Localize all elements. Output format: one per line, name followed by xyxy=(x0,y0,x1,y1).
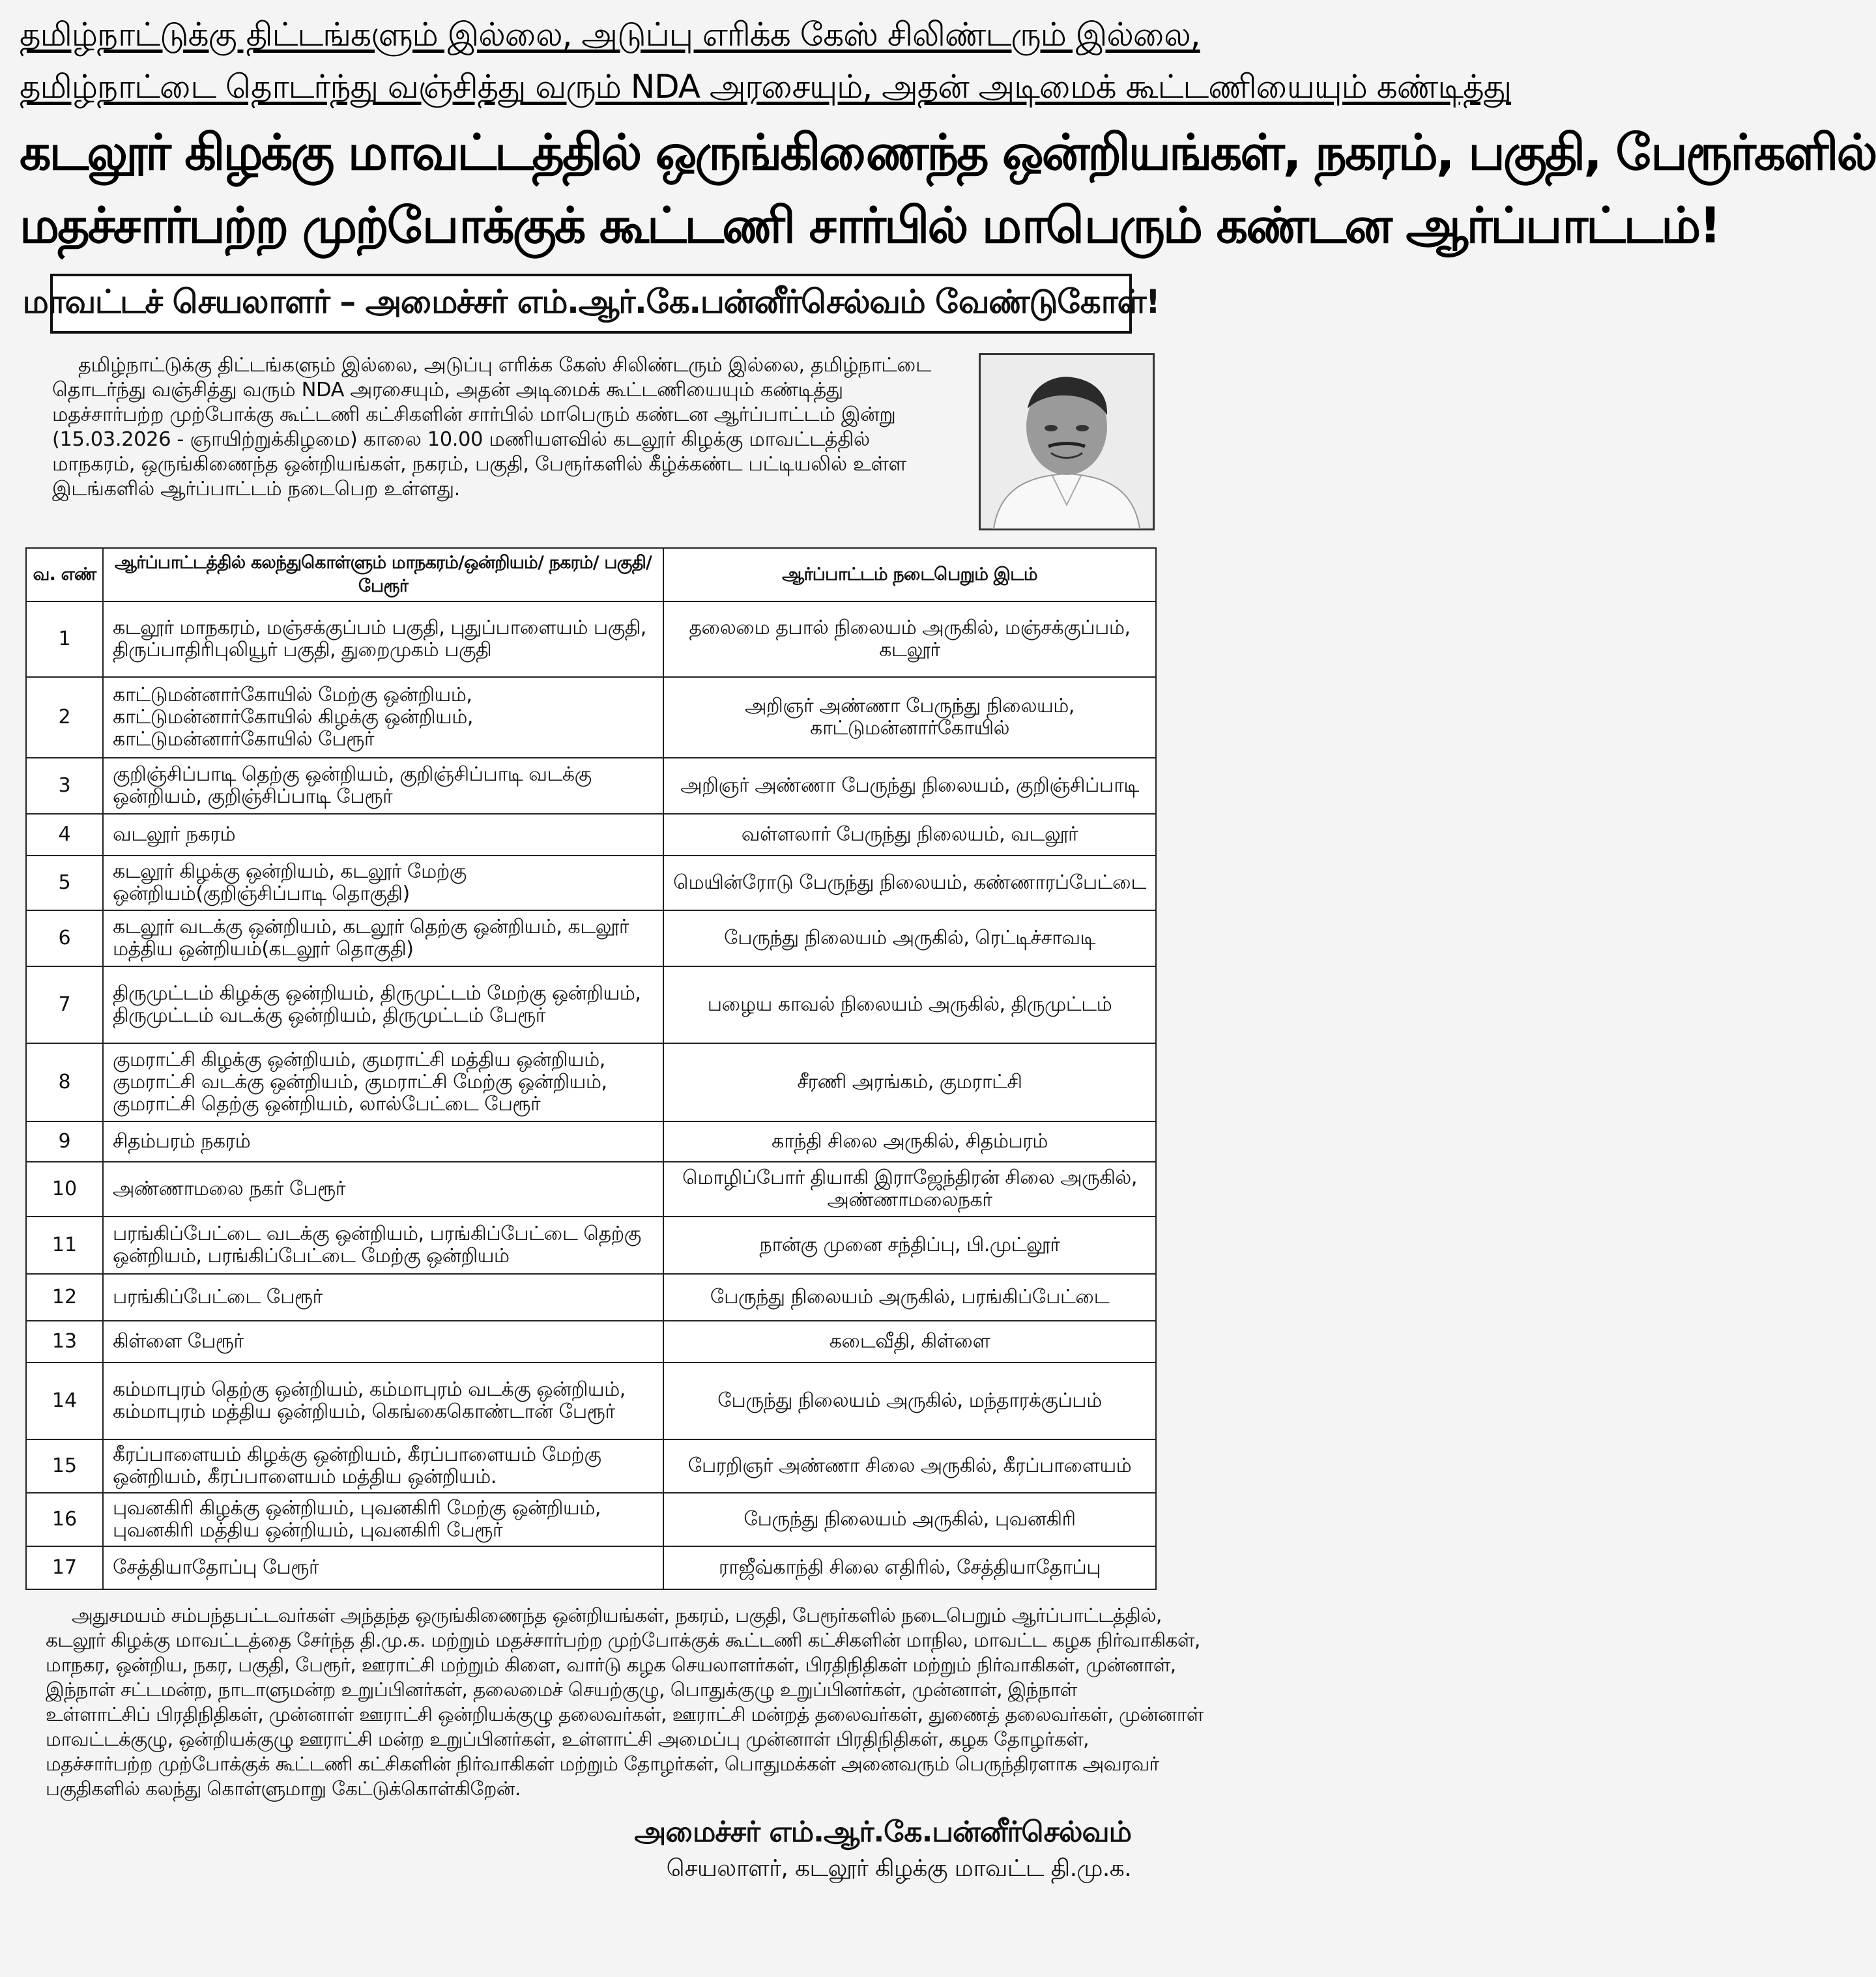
row-venue: பேருந்து நிலையம் அருகில், புவனகிரி xyxy=(663,1493,1156,1546)
row-serial: 9 xyxy=(26,1121,103,1162)
signature-block xyxy=(20,1813,1131,1886)
row-serial: 17 xyxy=(26,1546,103,1589)
headline-line-2: தமிழ்நாட்டை தொடர்ந்து வஞ்சித்து வரும் NDA அரசையும், அதன் அடிமைக் கூட்டணியையும் கண்டித்து xyxy=(20,68,1512,106)
footer-paragraph xyxy=(46,1603,1204,1801)
footer-line: இந்நாள் சட்டமன்ற, நாடாளுமன்ற உறுப்பினர்கள், தலைமைச் செயற்குழு, பொதுக்குழு உறுப்பினர்கள், முன்னாள், இந்நாள் xyxy=(46,1679,1077,1701)
row-venue: கடைவீதி, கிள்ளை xyxy=(663,1321,1156,1363)
intro-paragraph xyxy=(20,353,979,529)
footer-line: மாவட்டக்குழு, ஒன்றியக்குழு ஊராட்சி மன்ற உறுப்பினர்கள், உள்ளாட்சி அமைப்பு முன்னாள் பிரதிநிதிகள், கழக தோழர்கள், xyxy=(46,1728,1089,1750)
row-serial: 15 xyxy=(26,1439,103,1493)
row-venue: மெயின்ரோடு பேருந்து நிலையம், கண்ணாரப்பேட்டை xyxy=(663,856,1156,910)
row-areas: காட்டுமன்னார்கோயில் மேற்கு ஒன்றியம், காட்டுமன்னார்கோயில் கிழக்கு ஒன்றியம், காட்டுமன்னார்கோயில் பேரூர் xyxy=(103,677,663,758)
table-row xyxy=(26,1162,1156,1217)
table-row xyxy=(26,910,1156,966)
intro-line: தமிழ்நாட்டுக்கு திட்டங்களும் இல்லை, அடுப்பு எரிக்க கேஸ் சிலிண்டரும் இல்லை, தமிழ்நாட்டை xyxy=(78,354,932,377)
row-serial: 6 xyxy=(26,910,103,966)
intro-line: மதச்சார்பற்ற முற்போக்கு கூட்டணி கட்சிகளின் சார்பில் மாபெரும் கண்டன ஆர்ப்பாட்டம் இன்று xyxy=(52,403,896,426)
table-row xyxy=(26,1274,1156,1321)
row-serial: 10 xyxy=(26,1162,103,1217)
row-serial: 4 xyxy=(26,814,103,856)
row-serial: 13 xyxy=(26,1321,103,1363)
table-row xyxy=(26,966,1156,1043)
header-venue: ஆர்ப்பாட்டம் நடைபெறும் இடம் xyxy=(663,548,1156,601)
row-serial: 5 xyxy=(26,856,103,910)
row-areas: கடலூர் வடக்கு ஒன்றியம், கடலூர் தெற்கு ஒன்றியம், கடலூர் மத்திய ஒன்றியம்(கடலூர் தொகுதி) xyxy=(103,910,663,966)
signature-name: அமைச்சர் எம்.ஆர்.கே.பன்னீர்செல்வம் xyxy=(634,1815,1131,1849)
table-row xyxy=(26,601,1156,677)
row-venue: நான்கு முனை சந்திப்பு, பி.முட்லூர் xyxy=(663,1217,1156,1274)
row-venue: மொழிப்போர் தியாகி இராஜேந்திரன் சிலை அருகில், அண்ணாமலைநகர் xyxy=(663,1162,1156,1217)
table-row xyxy=(26,1121,1156,1162)
footer-line: மாநகர, ஒன்றிய, நகர, பகுதி, பேரூர், ஊராட்சி மற்றும் கிளை, வார்டு கழக செயலாளர்கள், பிரதிநிதிகள் மற்றும் நிர்வாகிகள், முன்னாள், xyxy=(46,1654,1176,1676)
schedule-table xyxy=(25,547,1157,1590)
row-areas: சிதம்பரம் நகரம் xyxy=(103,1121,663,1162)
row-areas: குறிஞ்சிப்பாடி தெற்கு ஒன்றியம், குறிஞ்சிப்பாடி வடக்கு ஒன்றியம், குறிஞ்சிப்பாடி பேரூர் xyxy=(103,758,663,814)
row-areas: கடலூர் கிழக்கு ஒன்றியம், கடலூர் மேற்கு ஒன்றியம்(குறிஞ்சிப்பாடி தொகுதி) xyxy=(103,856,663,910)
signature-title: செயலாளர், கடலூர் கிழக்கு மாவட்ட தி.மு.க. xyxy=(666,1855,1131,1882)
table-row xyxy=(26,1217,1156,1274)
row-serial: 8 xyxy=(26,1043,103,1121)
intro-line: மாநகரம், ஒருங்கிணைந்த ஒன்றியங்கள், நகரம், பகுதி, பேரூர்களில் கீழ்க்கண்ட பட்டியலில் உள்ள xyxy=(52,453,906,476)
headline-line-4: மதச்சார்பற்ற முற்போக்குக் கூட்டணி சார்பில் மாபெரும் கண்டன ஆர்ப்பாட்டம்! xyxy=(20,196,1720,254)
row-serial: 7 xyxy=(26,966,103,1043)
row-areas: பரங்கிப்பேட்டை வடக்கு ஒன்றியம், பரங்கிப்பேட்டை தெற்கு ஒன்றியம், பரங்கிப்பேட்டை மேற்கு ஒன்றியம் xyxy=(103,1217,663,1274)
row-serial: 2 xyxy=(26,677,103,758)
row-serial: 12 xyxy=(26,1274,103,1321)
table-row xyxy=(26,1493,1156,1546)
row-venue: ராஜீவ்காந்தி சிலை எதிரில், சேத்தியாதோப்பு xyxy=(663,1546,1156,1589)
row-venue: அறிஞர் அண்ணா பேருந்து நிலையம், காட்டுமன்னார்கோயில் xyxy=(663,677,1156,758)
table-row xyxy=(26,1363,1156,1439)
row-venue: பேருந்து நிலையம் அருகில், ரெட்டிச்சாவடி xyxy=(663,910,1156,966)
row-serial: 11 xyxy=(26,1217,103,1274)
row-serial: 1 xyxy=(26,601,103,677)
table-row xyxy=(26,677,1156,758)
row-venue: பேரறிஞர் அண்ணா சிலை அருகில், கீரப்பாளையம் xyxy=(663,1439,1156,1493)
table-row xyxy=(26,1321,1156,1363)
row-venue: வள்ளலார் பேருந்து நிலையம், வடலூர் xyxy=(663,814,1156,856)
row-venue: பழைய காவல் நிலையம் அருகில், திருமுட்டம் xyxy=(663,966,1156,1043)
table-header-row xyxy=(26,548,1156,601)
row-areas: கம்மாபுரம் தெற்கு ஒன்றியம், கம்மாபுரம் வடக்கு ஒன்றியம், கம்மாபுரம் மத்திய ஒன்றியம், கெங்கைகொண்டான் பேரூர் xyxy=(103,1363,663,1439)
secretary-photo xyxy=(979,353,1155,530)
row-areas: திருமுட்டம் கிழக்கு ஒன்றியம், திருமுட்டம் மேற்கு ஒன்றியம், திருமுட்டம் வடக்கு ஒன்றியம், திருமுட்டம் பேரூர் xyxy=(103,966,663,1043)
intro-line: இடங்களில் ஆர்ப்பாட்டம் நடைபெற உள்ளது. xyxy=(52,478,460,500)
row-serial: 3 xyxy=(26,758,103,814)
table-row xyxy=(26,856,1156,910)
footer-line: அதுசமயம் சம்பந்தபட்டவர்கள் அந்தந்த ஒருங்கிணைந்த ஒன்றியங்கள், நகரம், பகுதி, பேரூர்களில் நடைபெறும் ஆர்ப்பாட்டத்தில், xyxy=(72,1604,1162,1626)
row-areas: கீரப்பாளையம் கிழக்கு ஒன்றியம், கீரப்பாளையம் மேற்கு ஒன்றியம், கீரப்பாளையம் மத்திய ஒன்றியம். xyxy=(103,1439,663,1493)
row-venue: காந்தி சிலை அருகில், சிதம்பரம் xyxy=(663,1121,1156,1162)
row-venue: அறிஞர் அண்ணா பேருந்து நிலையம், குறிஞ்சிப்பாடி xyxy=(663,758,1156,814)
row-areas: அண்ணாமலை நகர் பேரூர் xyxy=(103,1162,663,1217)
row-areas: பரங்கிப்பேட்டை பேரூர் xyxy=(103,1274,663,1321)
headline-line-1: தமிழ்நாட்டுக்கு திட்டங்களும் இல்லை, அடுப்பு எரிக்க கேஸ் சிலிண்டரும் இல்லை, xyxy=(20,16,1200,53)
table-row xyxy=(26,758,1156,814)
row-areas: கடலூர் மாநகரம், மஞ்சக்குப்பம் பகுதி, புதுப்பாளையம் பகுதி, திருப்பாதிரிபுலியூர் பகுதி, துறைமுகம் பகுதி xyxy=(103,601,663,677)
row-venue: பேருந்து நிலையம் அருகில், பரங்கிப்பேட்டை xyxy=(663,1274,1156,1321)
table-row xyxy=(26,814,1156,856)
table-row xyxy=(26,1439,1156,1493)
intro-line: தொடர்ந்து வஞ்சித்து வரும் NDA அரசையும், அதன் அடிமைக் கூட்டணியையும் கண்டித்து xyxy=(52,379,843,401)
table-row xyxy=(26,1043,1156,1121)
row-areas: குமராட்சி கிழக்கு ஒன்றியம், குமராட்சி மத்திய ஒன்றியம், குமராட்சி வடக்கு ஒன்றியம், குமராட்சி மேற்கு ஒன்றியம், குமராட்சி தெற்கு ஒன்றியம், லால்பேட்டை பேரூர் xyxy=(103,1043,663,1121)
table-row xyxy=(26,1546,1156,1589)
footer-line: கடலூர் கிழக்கு மாவட்டத்தை சேர்ந்த தி.மு.க. மற்றும் மதச்சார்பற்ற முற்போக்குக் கூட்டணி கட்சிகளின் மாநில, மாவட்ட கழக நிர்வாகிகள், xyxy=(46,1629,1200,1651)
row-areas: புவனகிரி கிழக்கு ஒன்றியம், புவனகிரி மேற்கு ஒன்றியம், புவனகிரி மத்திய ஒன்றியம், புவனகிரி பேரூர் xyxy=(103,1493,663,1546)
intro-section xyxy=(20,353,1162,529)
row-serial: 16 xyxy=(26,1493,103,1546)
row-venue: பேருந்து நிலையம் அருகில், மந்தாரக்குப்பம் xyxy=(663,1363,1156,1439)
row-venue: தலைமை தபால் நிலையம் அருகில், மஞ்சக்குப்பம், கடலூர் xyxy=(663,601,1156,677)
footer-line: பகுதிகளில் கலந்து கொள்ளுமாறு கேட்டுக்கொள்கிறேன். xyxy=(46,1778,521,1800)
header-serial: வ. எண் xyxy=(26,548,103,601)
row-venue: சீரணி அரங்கம், குமராட்சி xyxy=(663,1043,1156,1121)
headline-line-3: கடலூர் கிழக்கு மாவட்டத்தில் ஒருங்கிணைந்த ஒன்றியங்கள், நகரம், பகுதி, பேரூர்களில் xyxy=(20,123,1876,181)
row-serial: 14 xyxy=(26,1363,103,1439)
request-box: மாவட்டச் செயலாளர் – அமைச்சர் எம்.ஆர்.கே.பன்னீர்செல்வம் வேண்டுகோள்! xyxy=(50,274,1132,334)
footer-line: உள்ளாட்சிப் பிரதிநிதிகள், முன்னாள் ஊராட்சி ஒன்றியக்குழு தலைவர்கள், ஊராட்சி மன்றத் தலைவர்கள், துணைத் தலைவர்கள், முன்னாள் xyxy=(46,1703,1204,1725)
row-areas: கிள்ளை பேரூர் xyxy=(103,1321,663,1363)
header-areas: ஆர்ப்பாட்டத்தில் கலந்துகொள்ளும் மாநகரம்/ஒன்றியம்/ நகரம்/ பகுதி/ பேரூர் xyxy=(103,548,663,601)
footer-line: மதச்சார்பற்ற முற்போக்குக் கூட்டணி கட்சிகளின் நிர்வாகிகள் மற்றும் தோழர்கள், பொதுமக்கள் அனைவரும் பெருந்திரளாக அவரவர் xyxy=(46,1753,1159,1775)
intro-line: (15.03.2026 - ஞாயிற்றுக்கிழமை) காலை 10.00 மணியளவில் கடலூர் கிழக்கு மாவட்டத்தில் xyxy=(52,428,870,451)
row-areas: சேத்தியாதோப்பு பேரூர் xyxy=(103,1546,663,1589)
row-areas: வடலூர் நகரம் xyxy=(103,814,663,856)
